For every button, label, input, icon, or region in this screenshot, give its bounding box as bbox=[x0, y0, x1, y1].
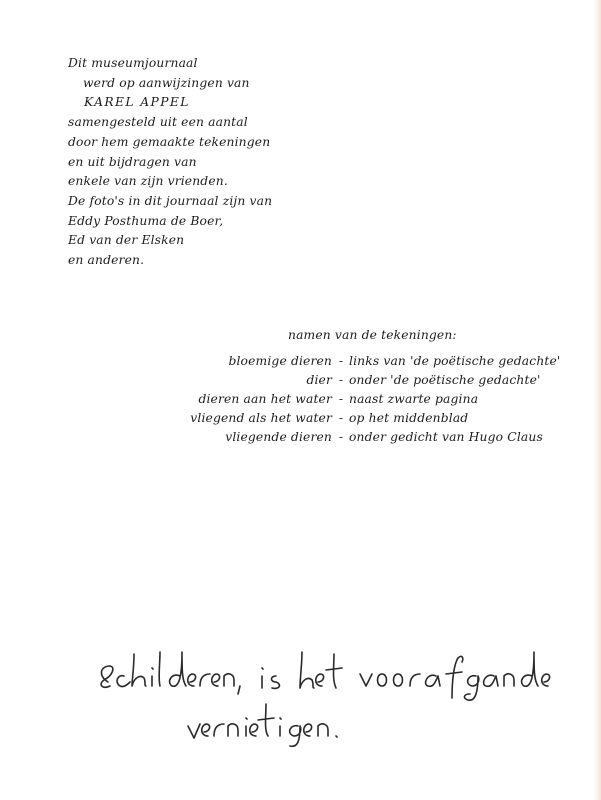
drawing-name: dieren aan het water bbox=[198, 392, 332, 406]
handwriting-stroke bbox=[290, 726, 301, 747]
drawing-location: onder 'de poëtische gedachte' bbox=[349, 373, 541, 387]
handwriting-stroke bbox=[336, 736, 337, 737]
drawing-location: onder gedicht van Hugo Claus bbox=[349, 430, 543, 444]
colophon-line: en uit bijdragen van bbox=[68, 154, 197, 169]
colophon bbox=[68, 54, 272, 271]
handwriting-stroke bbox=[542, 674, 550, 686]
handwriting-stroke bbox=[326, 654, 342, 688]
handwriting-stroke bbox=[304, 724, 312, 736]
handwriting-stroke bbox=[117, 676, 130, 687]
handwriting-stroke bbox=[238, 686, 240, 694]
colophon-line: en anderen. bbox=[68, 253, 145, 268]
handwriting-stroke bbox=[300, 652, 314, 688]
separator: - bbox=[338, 392, 344, 406]
drawing-location: naast zwarte pagina bbox=[349, 392, 479, 406]
handwriting-stroke bbox=[378, 674, 387, 686]
handwriting-stroke bbox=[410, 674, 420, 686]
colophon-line: door hem gemaakte tekeningen bbox=[68, 134, 271, 149]
handwriting-stroke bbox=[228, 724, 238, 736]
separator: - bbox=[338, 373, 344, 387]
colophon-line: enkele van zijn vrienden. bbox=[68, 174, 228, 189]
colophon-line: Eddy Posthuma de Boer, bbox=[68, 213, 224, 228]
drawing-row bbox=[150, 373, 560, 392]
drawing-row bbox=[150, 411, 560, 430]
handwriting-stroke bbox=[394, 674, 403, 686]
handwriting-stroke bbox=[360, 674, 372, 686]
handwriting-stroke bbox=[446, 656, 463, 698]
drawing-row bbox=[150, 354, 560, 373]
handwriting-stroke bbox=[200, 674, 210, 686]
separator: - bbox=[338, 354, 344, 368]
colophon-line: werd op aanwijzingen van bbox=[83, 75, 250, 90]
handwriting-stroke bbox=[188, 674, 196, 686]
drawing-name: vliegende dieren bbox=[225, 430, 332, 444]
drawing-location: links van 'de poëtische gedachte' bbox=[349, 354, 561, 368]
handwriting-stroke bbox=[250, 724, 258, 736]
handwriting-stroke bbox=[258, 704, 274, 736]
drawings-heading: namen van de tekeningen: bbox=[288, 328, 457, 342]
colophon-line: Ed van der Elsken bbox=[68, 233, 185, 248]
colophon-line: De foto's in dit journaal zijn van bbox=[68, 193, 273, 208]
artist-name: KAREL APPEL bbox=[84, 95, 190, 110]
handwriting-stroke bbox=[484, 675, 498, 686]
drawing-name: bloemige dieren bbox=[228, 354, 332, 368]
handwriting-stroke bbox=[159, 652, 160, 686]
separator: - bbox=[338, 411, 344, 425]
handwriting-stroke bbox=[262, 668, 263, 688]
handwritten-inscription bbox=[90, 640, 570, 750]
handwriting-stroke bbox=[426, 675, 440, 686]
handwriting-stroke bbox=[202, 724, 210, 736]
handwriting-stroke bbox=[188, 724, 200, 738]
handwriting-stroke bbox=[504, 674, 514, 686]
colophon-line: samengesteld uit een aantal bbox=[68, 115, 248, 130]
drawing-name: dier bbox=[306, 373, 332, 387]
handwriting-stroke bbox=[464, 676, 478, 700]
separator: - bbox=[338, 430, 344, 444]
drawing-location: op het middenblad bbox=[349, 411, 469, 425]
drawing-row bbox=[150, 392, 560, 411]
drawing-name: vliegend als het water bbox=[190, 411, 332, 425]
drawings-list bbox=[150, 354, 560, 449]
handwriting-stroke bbox=[212, 674, 220, 686]
page-edge bbox=[593, 0, 601, 800]
handwriting-stroke bbox=[316, 674, 324, 686]
handwriting-stroke bbox=[272, 676, 280, 688]
handwriting-stroke bbox=[224, 674, 234, 686]
handwriting-stroke bbox=[170, 652, 186, 686]
drawing-row bbox=[150, 430, 560, 449]
handwriting-stroke bbox=[318, 724, 328, 736]
colophon-line: Dit museumjournaal bbox=[68, 56, 198, 70]
handwriting-stroke bbox=[522, 652, 538, 686]
handwriting-stroke bbox=[132, 654, 146, 686]
handwriting-stroke bbox=[101, 666, 113, 687]
handwriting-stroke bbox=[152, 668, 153, 686]
handwriting-stroke bbox=[280, 718, 281, 736]
handwriting-stroke bbox=[214, 724, 224, 736]
handwriting-stroke bbox=[246, 718, 247, 736]
